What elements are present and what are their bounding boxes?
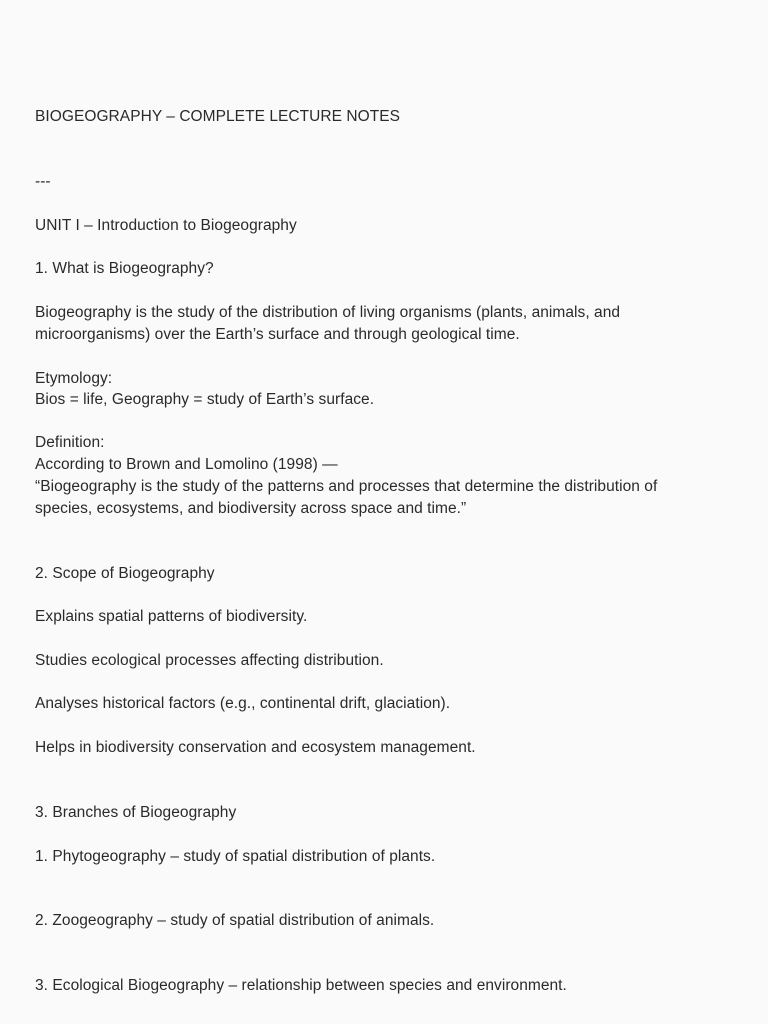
- definition-label: Definition:: [35, 434, 105, 451]
- branch-item: 2. Zoogeography – study of spatial distribution of animals.: [35, 912, 435, 929]
- definition-source: According to Brown and Lomolino (1998) —: [35, 456, 338, 473]
- section1-paragraph-line-1: Biogeography is the study of the distribution of living organisms (plants, animals, and: [35, 304, 621, 321]
- scope-item: Studies ecological processes affecting distribution.: [35, 652, 384, 669]
- unit-heading: UNIT I – Introduction to Biogeography: [35, 217, 297, 234]
- definition-quote-line-2: species, ecosystems, and biodiversity across space and time.”: [35, 500, 467, 517]
- scope-item: Analyses historical factors (e.g., continental drift, glaciation).: [35, 695, 451, 712]
- section2-heading: 2. Scope of Biogeography: [35, 565, 215, 582]
- section3-heading: 3. Branches of Biogeography: [35, 804, 237, 821]
- etymology-text: Bios = life, Geography = study of Earth’s surface.: [35, 391, 375, 408]
- scope-item: Helps in biodiversity conservation and ecosystem management.: [35, 739, 476, 756]
- separator: ---: [35, 173, 51, 190]
- etymology-label: Etymology:: [35, 370, 113, 387]
- document-title: BIOGEOGRAPHY – COMPLETE LECTURE NOTES: [35, 108, 401, 125]
- branch-item: 3. Ecological Biogeography – relationship between species and environment.: [35, 977, 567, 994]
- scope-item: Explains spatial patterns of biodiversity.: [35, 608, 308, 625]
- section1-heading: 1. What is Biogeography?: [35, 260, 214, 277]
- branch-item: 1. Phytogeography – study of spatial distribution of plants.: [35, 848, 436, 865]
- section1-paragraph-line-2: microorganisms) over the Earth’s surface and through geological time.: [35, 326, 520, 343]
- definition-quote-line-1: “Biogeography is the study of the patterns and processes that determine the distribution of: [35, 478, 658, 495]
